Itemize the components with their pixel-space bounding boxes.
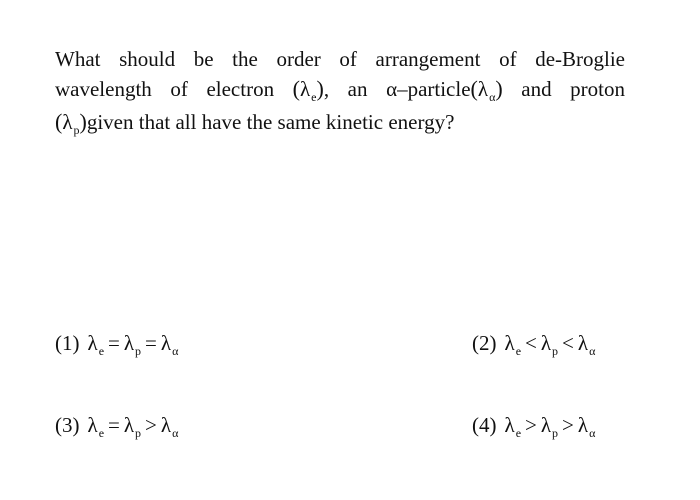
option-4-expression: $\lambda_e > \lambda_p > \lambda_\alpha$ bbox=[504, 413, 596, 440]
option-3[interactable]: (3) $\lambda_e = \lambda_p > \lambda_\alpha$ bbox=[55, 413, 179, 440]
question-text bbox=[55, 44, 625, 140]
lambda-e-symbol: $(\lambda_e)$ bbox=[292, 76, 324, 104]
lambda-p-symbol: $(\lambda_p)$ bbox=[55, 109, 87, 137]
option-1-expression: $\lambda_e = \lambda_p = \lambda_\alpha$ bbox=[87, 331, 179, 358]
option-4[interactable]: (4) $\lambda_e > \lambda_p > \lambda_\alpha$ bbox=[472, 413, 596, 440]
lambda-alpha-symbol: $(\lambda_\alpha)$ bbox=[470, 76, 503, 104]
option-2[interactable]: (2) $\lambda_e < \lambda_p < \lambda_\alpha$ bbox=[472, 331, 596, 358]
alpha-symbol: α– bbox=[386, 77, 408, 101]
question-line-2: wavelength of electron $(\lambda_e)$, an $\alpha-particle(\lambda_\alpha)$ and proton bbox=[55, 74, 625, 107]
option-3-expression: $\lambda_e = \lambda_p > \lambda_\alpha$ bbox=[87, 413, 179, 440]
question-line-1: What should be the order of arrangement of de-Broglie bbox=[55, 47, 625, 71]
option-2-expression: $\lambda_e < \lambda_p < \lambda_\alpha$ bbox=[504, 331, 596, 358]
question-line-3: $(\lambda_p)given$ that all have the same kinetic energy? bbox=[55, 107, 625, 140]
option-1[interactable]: (1) $\lambda_e = \lambda_p = \lambda_\alpha$ bbox=[55, 331, 179, 358]
